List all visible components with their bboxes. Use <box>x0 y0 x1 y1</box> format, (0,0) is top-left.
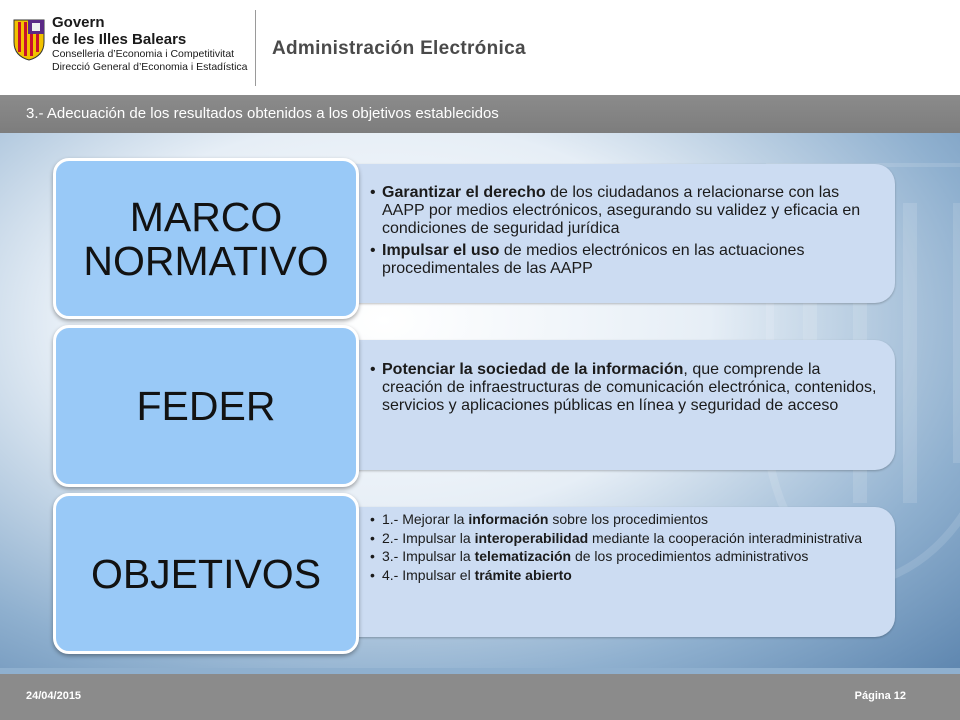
subtitle-bar <box>0 95 960 133</box>
bullet-text: , que comprende la creación de infraestructuras de comunicación electrónica, contenidos, servicios y aplicaciones públicas en línea y seguridad de acceso <box>382 361 877 414</box>
bullet-text: de medios electrónicos en las actuaciones procedimentales de las AAPP <box>382 242 805 277</box>
bullet-text: de los procedimientos administrativos <box>571 548 809 564</box>
slide-subtitle: 3.- Adecuación de los resultados obtenidos a los objetivos establecidos <box>26 105 499 122</box>
bullet-text: 2.- Impulsar la <box>382 529 475 546</box>
slide-content <box>0 133 960 668</box>
bullet-text: 1.- Mejorar la <box>382 511 469 527</box>
section-label-box <box>53 493 359 654</box>
bullet-bold: Garantizar el derecho <box>382 184 546 201</box>
footer-date: 24/04/2015 <box>26 690 82 702</box>
bullet-text: 4.- Impulsar el <box>382 566 475 583</box>
bullet-bold: Impulsar el uso <box>382 242 500 259</box>
header-divider <box>255 10 256 86</box>
bullet-text: mediante la cooperación interadministrativa <box>588 529 863 546</box>
bullet-list <box>370 361 880 419</box>
section-label: MARCO NORMATIVO <box>83 193 329 284</box>
slide-footer <box>0 674 960 720</box>
bullet-list <box>370 184 880 282</box>
section-label: FEDER <box>136 383 276 429</box>
slide-header <box>0 0 960 95</box>
bullet-bold: trámite abierto <box>474 566 572 583</box>
org-line-3: Conselleria d’Economia i Competitivitat <box>52 48 235 60</box>
bullet-list <box>370 512 890 586</box>
list-item <box>370 242 880 278</box>
bullet-text: 3.- Impulsar la <box>382 548 475 564</box>
section-label: OBJETIVOS <box>90 550 322 597</box>
org-line-2: de les Illes Balears <box>52 31 187 48</box>
section-label-box <box>53 325 359 487</box>
coat-of-arms-icon <box>12 18 46 62</box>
list-item <box>370 549 890 565</box>
list-item <box>370 512 890 528</box>
bullet-bold: interoperabilidad <box>474 529 589 546</box>
section-text-box <box>290 340 895 470</box>
header-title: Administración Electrónica <box>272 38 526 59</box>
page-number: Página 12 <box>854 690 906 702</box>
org-line-4: Direcció General d’Economia i Estadística <box>52 61 248 73</box>
bullet-bold: Potenciar la sociedad de la información <box>382 361 684 378</box>
list-item <box>370 531 890 547</box>
bullet-text: de los ciudadanos a relacionarse con las AAPP por medios electrónicos, asegurando su validez y eficacia en condiciones de seguridad jurídica <box>382 184 861 237</box>
organization-name <box>52 14 248 74</box>
section-label-box <box>53 158 359 319</box>
bullet-bold: telematización <box>474 548 572 564</box>
list-item <box>370 184 880 238</box>
list-item <box>370 361 880 415</box>
list-item <box>370 568 890 584</box>
govern-logo <box>12 14 252 84</box>
org-line-1: Govern <box>52 14 105 31</box>
section-text-box <box>290 164 895 303</box>
section-text-box <box>290 507 895 637</box>
bullet-bold: información <box>468 511 549 527</box>
bullet-text: sobre los procedimientos <box>548 511 709 527</box>
